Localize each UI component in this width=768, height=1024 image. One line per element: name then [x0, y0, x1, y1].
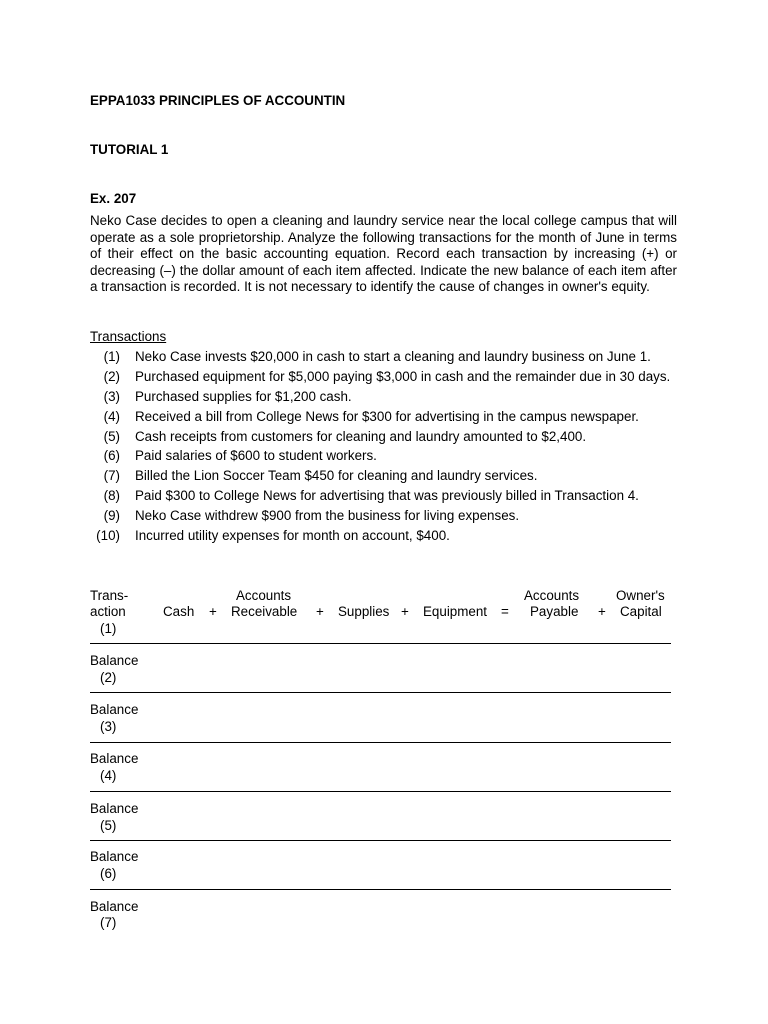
row-number: (7): [100, 915, 117, 930]
plus-operator: +: [401, 604, 409, 619]
transaction-number: (7): [103, 468, 120, 484]
col-ap-label-2: Payable: [530, 604, 579, 619]
worksheet-header: [90, 588, 677, 640]
row-rule: [90, 692, 671, 693]
transaction-item: [90, 468, 677, 485]
tutorial-title: TUTORIAL 1: [90, 142, 169, 157]
transaction-number: (6): [103, 448, 120, 464]
transactions-heading: Transactions: [90, 329, 167, 344]
col-capital-label-2: Capital: [620, 604, 662, 619]
transaction-text: Paid salaries of $600 to student workers.: [135, 448, 377, 464]
balance-label: Balance: [90, 899, 139, 914]
transaction-text: Received a bill from College News for $300 for advertising in the campus newspaper.: [135, 408, 639, 424]
col-capital-label: Owner's: [616, 588, 665, 603]
exercise-id: Ex. 207: [90, 191, 137, 206]
row-number: (3): [100, 719, 117, 734]
transaction-number: (4): [103, 408, 120, 424]
row-number: (4): [100, 768, 117, 783]
transaction-item: [90, 429, 677, 446]
col-ar-label-2: Receivable: [231, 604, 298, 619]
transaction-text: Paid $300 to College News for advertising that was previously billed in Transaction 4.: [135, 488, 639, 504]
row-rule: [90, 643, 671, 644]
balance-label: Balance: [90, 849, 139, 864]
plus-operator: +: [316, 604, 324, 619]
transaction-text: Purchased supplies for $1,200 cash.: [135, 388, 352, 404]
transaction-item: [90, 369, 677, 386]
balance-label: Balance: [90, 653, 139, 668]
col-ar-label: Accounts: [236, 588, 292, 603]
transaction-number: (3): [103, 388, 120, 404]
row-rule: [90, 742, 671, 743]
row-rule: [90, 840, 671, 841]
row-number: (6): [100, 866, 117, 881]
course-title: EPPA1033 PRINCIPLES OF ACCOUNTIN: [90, 93, 346, 108]
col-transaction-label: Trans-: [90, 588, 129, 603]
row-number: (1): [100, 621, 117, 636]
col-supplies-label: Supplies: [338, 604, 390, 619]
transaction-item: [90, 528, 677, 545]
col-equipment-label: Equipment: [423, 604, 488, 619]
transaction-item: [90, 349, 677, 366]
plus-operator: +: [598, 604, 606, 619]
transaction-item: [90, 488, 677, 505]
transaction-number: (8): [103, 488, 120, 504]
transaction-item: [90, 508, 677, 525]
transaction-number: (10): [96, 528, 120, 544]
transaction-text: Purchased equipment for $5,000 paying $3,000 in cash and the remainder due in 30 days.: [135, 368, 671, 384]
balance-label: Balance: [90, 751, 139, 766]
transaction-text: Neko Case withdrew $900 from the business for living expenses.: [135, 508, 520, 524]
transaction-text: Billed the Lion Soccer Team $450 for cleaning and laundry services.: [135, 468, 538, 484]
row-number: (2): [100, 670, 117, 685]
transaction-number: (1): [103, 349, 120, 364]
transaction-number: (2): [103, 368, 120, 384]
transaction-text: Incurred utility expenses for month on account, $400.: [135, 528, 450, 544]
row-number: (5): [100, 818, 117, 833]
equals-operator: =: [501, 604, 509, 619]
transaction-number: (5): [103, 428, 120, 444]
transaction-number: (9): [103, 508, 120, 524]
transaction-text: Cash receipts from customers for cleaning and laundry amounted to $2,400.: [135, 428, 587, 444]
balance-label: Balance: [90, 702, 139, 717]
transactions-list: [90, 349, 677, 545]
transaction-text: Neko Case invests $20,000 in cash to start a cleaning and laundry business on June 1.: [135, 349, 651, 364]
col-transaction-label-2: action: [90, 604, 126, 619]
col-cash-label: Cash: [163, 604, 195, 619]
transaction-item: [90, 448, 677, 465]
balance-label: Balance: [90, 801, 139, 816]
plus-operator: +: [209, 604, 217, 619]
transaction-item: [90, 389, 677, 406]
transaction-item: [90, 409, 677, 426]
row-rule: [90, 889, 671, 890]
row-rule: [90, 791, 671, 792]
exercise-instructions: Neko Case decides to open a cleaning and laundry service near the local college campus that will operate as a sole proprietorship. Analyze the following transactions for the month of June in terms of their effect on the basic accounting equation. Record each transaction by increasing (+) or decreasing (–) the dollar amount of each item affected. Indicate the new balance of each item after a transaction is recorded. It is not necessary to identify the cause of changes in owner's equity.: [90, 213, 677, 295]
col-ap-label: Accounts: [524, 588, 580, 603]
